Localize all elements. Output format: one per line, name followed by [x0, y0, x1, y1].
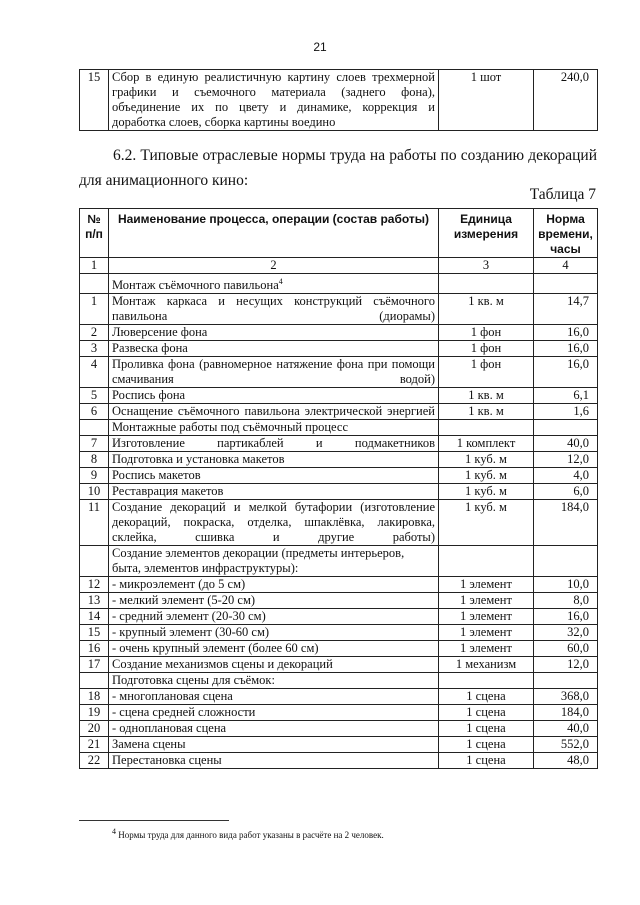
row-norm-text: 368,0	[560, 689, 589, 704]
row-unit	[439, 404, 534, 420]
row-unit	[439, 452, 534, 468]
row-name-text: Роспись макетов	[112, 468, 201, 483]
row-norm	[534, 753, 598, 769]
row-norm	[534, 705, 598, 721]
row-unit	[439, 673, 534, 689]
row-unit	[439, 721, 534, 737]
row-number	[80, 452, 109, 468]
row-unit	[439, 705, 534, 721]
row-norm	[534, 609, 598, 625]
row-number	[80, 737, 109, 753]
row-number-text: 1	[90, 294, 98, 309]
row-unit: 1 шот	[439, 70, 534, 131]
header-num: № п/п	[80, 209, 109, 258]
row-name-text: Подготовка сцены для съёмок:	[112, 673, 275, 688]
row-unit-text: 1 кв. м	[468, 388, 504, 403]
row-number	[80, 753, 109, 769]
row-unit-text: 1 комплект	[456, 436, 516, 451]
table-row	[80, 388, 598, 404]
row-name-text: Замена сцены	[112, 737, 186, 752]
row-unit	[439, 388, 534, 404]
table-row	[80, 436, 598, 452]
row-norm-text: 8,0	[573, 593, 589, 608]
row-norm	[534, 593, 598, 609]
row-norm-text: 184,0	[560, 500, 589, 515]
row-number	[80, 689, 109, 705]
footnote-ref: 4	[278, 277, 283, 286]
row-norm	[534, 641, 598, 657]
row-number-text: 9	[90, 468, 98, 483]
row-norm-text: 16,0	[567, 341, 589, 356]
table-row	[80, 294, 598, 325]
table-row	[80, 657, 598, 673]
row-number	[80, 721, 109, 737]
row-norm	[534, 737, 598, 753]
row-unit-text: 1 элемент	[460, 609, 512, 624]
table-row	[80, 70, 598, 131]
row-number	[80, 357, 109, 388]
row-name	[109, 436, 439, 452]
row-unit-text: 1 сцена	[466, 737, 506, 752]
row-unit	[439, 274, 534, 294]
table-row	[80, 753, 598, 769]
row-name	[109, 593, 439, 609]
row-name	[109, 404, 439, 420]
row-number-text: 8	[90, 452, 98, 467]
row-unit-text: 1 куб. м	[465, 452, 507, 467]
row-name-text: - одноплановая сцена	[112, 721, 227, 736]
row-norm	[534, 468, 598, 484]
row-name	[109, 420, 439, 436]
row-name-text: - крупный элемент (30-60 см)	[112, 625, 270, 640]
table-row	[80, 500, 598, 546]
col-number: 4	[534, 258, 598, 274]
row-name	[109, 625, 439, 641]
row-norm-text: 48,0	[567, 753, 589, 768]
norms-table	[79, 208, 598, 769]
row-norm	[534, 274, 598, 294]
row-unit-text: 1 куб. м	[465, 484, 507, 499]
row-norm-text: 12,0	[567, 452, 589, 467]
table-row	[80, 705, 598, 721]
row-unit	[439, 468, 534, 484]
group-row	[80, 274, 598, 294]
table-body	[80, 274, 598, 769]
row-unit-text: 1 фон	[470, 341, 502, 356]
row-norm	[534, 294, 598, 325]
row-name	[109, 657, 439, 673]
row-number	[80, 673, 109, 689]
table-row	[80, 577, 598, 593]
row-norm	[534, 625, 598, 641]
row-unit	[439, 593, 534, 609]
row-number-text: 13	[87, 593, 101, 608]
row-unit-text: 1 куб. м	[465, 500, 507, 515]
row-unit	[439, 737, 534, 753]
group-row	[80, 673, 598, 689]
row-unit	[439, 436, 534, 452]
row-unit	[439, 500, 534, 546]
table-row	[80, 452, 598, 468]
row-number	[80, 468, 109, 484]
row-number	[80, 404, 109, 420]
row-number	[80, 705, 109, 721]
footnote-divider	[79, 820, 229, 821]
row-norm	[534, 484, 598, 500]
row-name-text: Роспись фона	[112, 388, 186, 403]
row-name	[109, 641, 439, 657]
row-name-text: Создание механизмов сцены и декораций	[112, 657, 333, 672]
row-norm-text: 1,6	[573, 404, 589, 419]
row-unit	[439, 657, 534, 673]
group-row	[80, 546, 598, 577]
row-name-text: Реставрация макетов	[112, 484, 224, 499]
row-number-text: 5	[90, 388, 98, 403]
row-name-text: Изготовление партикаблей и подмакетников	[112, 436, 435, 451]
row-unit-text: 1 фон	[470, 325, 502, 340]
row-name	[109, 388, 439, 404]
header-norm: Норма времени, часы	[534, 209, 598, 258]
row-norm	[534, 341, 598, 357]
row-number-text: 10	[87, 484, 101, 499]
row-unit	[439, 577, 534, 593]
row-norm-text: 32,0	[567, 625, 589, 640]
row-name	[109, 484, 439, 500]
row-norm-text: 6,0	[573, 484, 589, 499]
row-norm	[534, 357, 598, 388]
row-number	[80, 577, 109, 593]
col-number: 1	[80, 258, 109, 274]
row-number-text: 4	[90, 357, 98, 372]
row-name-text: - мелкий элемент (5-20 см)	[112, 593, 256, 608]
row-name	[109, 721, 439, 737]
row-norm-text: 60,0	[567, 641, 589, 656]
row-unit	[439, 357, 534, 388]
row-name	[109, 294, 439, 325]
row-number-text: 17	[87, 657, 101, 672]
row-name	[109, 546, 439, 577]
table-row	[80, 357, 598, 388]
table-row	[80, 484, 598, 500]
row-norm-text: 16,0	[567, 325, 589, 340]
table-row	[80, 689, 598, 705]
row-name-text: Оснащение съёмочного павильона электрической энергией	[112, 404, 435, 419]
page-number: 21	[313, 40, 327, 54]
row-norm-text: 12,0	[567, 657, 589, 672]
row-number	[80, 274, 109, 294]
row-number-text: 14	[87, 609, 101, 624]
continued-table-row	[79, 69, 598, 131]
row-number	[80, 436, 109, 452]
row-name-text: Проливка фона (равномерное натяжение фона при помощи смачивания водой)	[112, 357, 435, 387]
row-name	[109, 609, 439, 625]
row-name-text: Монтаж съёмочного павильона	[112, 278, 279, 293]
row-unit-text: 1 куб. м	[465, 468, 507, 483]
row-number	[80, 420, 109, 436]
table-row	[80, 641, 598, 657]
row-norm-text: 16,0	[567, 357, 589, 372]
row-name	[109, 341, 439, 357]
row-name	[109, 452, 439, 468]
row-norm-text: 10,0	[567, 577, 589, 592]
row-number	[80, 294, 109, 325]
header-unit: Единица измерения	[439, 209, 534, 258]
row-norm-text: 40,0	[567, 436, 589, 451]
row-name	[109, 689, 439, 705]
row-unit	[439, 641, 534, 657]
row-norm-text: 552,0	[560, 737, 589, 752]
row-unit-text: 1 элемент	[460, 625, 512, 640]
row-name-text: Монтаж каркаса и несущих конструкций съёмочного павильона (диорамы)	[112, 294, 435, 324]
row-unit	[439, 341, 534, 357]
row-name	[109, 673, 439, 689]
row-name	[109, 577, 439, 593]
row-name-text: - сцена средней сложности	[112, 705, 256, 720]
col-number: 2	[109, 258, 439, 274]
row-name-text: Перестановка сцены	[112, 753, 222, 768]
row-number	[80, 325, 109, 341]
row-number	[80, 500, 109, 546]
row-number	[80, 641, 109, 657]
row-number-text: 16	[87, 641, 101, 656]
row-name	[109, 705, 439, 721]
row-norm: 240,0	[534, 70, 598, 131]
row-name	[109, 753, 439, 769]
row-name-text: - средний элемент (20-30 см)	[112, 609, 266, 624]
header-name: Наименование процесса, операции (состав работы)	[109, 209, 439, 258]
row-number	[80, 609, 109, 625]
row-unit	[439, 420, 534, 436]
section-title: 6.2. Типовые отраслевые нормы труда на работы по созданию декораций для анимационного кино:	[79, 147, 597, 189]
row-norm	[534, 404, 598, 420]
row-name	[109, 500, 439, 546]
row-unit	[439, 609, 534, 625]
row-norm	[534, 436, 598, 452]
row-norm	[534, 388, 598, 404]
row-unit-text: 1 элемент	[460, 577, 512, 592]
row-name-text: - очень крупный элемент (более 60 см)	[112, 641, 319, 656]
table-row	[80, 341, 598, 357]
row-norm	[534, 325, 598, 341]
row-norm	[534, 420, 598, 436]
row-norm-text: 16,0	[567, 609, 589, 624]
row-unit	[439, 294, 534, 325]
row-unit-text: 1 сцена	[466, 705, 506, 720]
row-norm	[534, 577, 598, 593]
row-unit-text: 1 сцена	[466, 721, 506, 736]
row-name	[109, 274, 439, 294]
table-row	[80, 625, 598, 641]
row-number-text: 20	[87, 721, 101, 736]
footnote-text: Нормы труда для данного вида работ указаны в расчёте на 2 человек.	[118, 830, 384, 840]
row-number-text: 7	[90, 436, 98, 451]
row-name-text: Развеска фона	[112, 341, 188, 356]
row-name-text: Подготовка и установка макетов	[112, 452, 285, 467]
row-norm	[534, 657, 598, 673]
row-name	[109, 468, 439, 484]
row-number	[80, 625, 109, 641]
row-name-text: Создание элементов декорации (предметы интерьеров, быта, элементов инфраструктуры):	[112, 546, 405, 576]
row-name-text: Люверсение фона	[112, 325, 208, 340]
row-number-text: 12	[87, 577, 101, 592]
row-unit-text: 1 элемент	[460, 641, 512, 656]
row-number-text: 3	[90, 341, 98, 356]
table-row	[80, 325, 598, 341]
row-name-text: - многоплановая сцена	[112, 689, 233, 704]
row-norm-text: 184,0	[560, 705, 589, 720]
col-number: 3	[439, 258, 534, 274]
row-number-text: 6	[90, 404, 98, 419]
row-norm-text: 6,1	[573, 388, 589, 403]
row-unit	[439, 689, 534, 705]
row-unit-text: 1 сцена	[466, 753, 506, 768]
row-unit-text: 1 фон	[470, 357, 502, 372]
row-number-text: 2	[90, 325, 98, 340]
table-label: Таблица 7	[529, 186, 596, 203]
row-name-text: Создание декораций и мелкой бутафории (изготовление декораций, покраска, отделка, шпаклёвка, лакировка, склейка, сшивка и другие работы)	[112, 500, 435, 545]
row-unit-text: 1 сцена	[466, 689, 506, 704]
row-number	[80, 341, 109, 357]
row-name: Сбор в единую реалистичную картину слоев трехмерной графики и съемочного материала (заднего фона), объединение их по цвету и динамике, коррекция и доработка слоев, сборка картины воедино	[109, 70, 439, 131]
row-name	[109, 357, 439, 388]
footnote	[112, 827, 384, 840]
row-unit-text: 1 кв. м	[468, 404, 504, 419]
row-number	[80, 546, 109, 577]
row-unit	[439, 325, 534, 341]
row-number	[80, 388, 109, 404]
row-unit	[439, 484, 534, 500]
table-row	[80, 404, 598, 420]
footnote-mark: 4	[112, 827, 116, 836]
table-row	[80, 721, 598, 737]
table-row	[80, 468, 598, 484]
column-number-row	[80, 258, 598, 274]
row-number-text: 22	[87, 753, 101, 768]
row-norm	[534, 689, 598, 705]
row-name-text: Монтажные работы под съёмочный процесс	[112, 420, 349, 435]
row-number	[80, 484, 109, 500]
row-number-text: 19	[87, 705, 101, 720]
row-number-text: 15	[87, 625, 101, 640]
header-row	[80, 209, 598, 258]
row-number	[80, 657, 109, 673]
row-norm	[534, 546, 598, 577]
table-row	[80, 609, 598, 625]
row-unit-text: 1 механизм	[455, 657, 517, 672]
row-norm-text: 40,0	[567, 721, 589, 736]
row-unit	[439, 625, 534, 641]
row-unit-text: 1 элемент	[460, 593, 512, 608]
row-number: 15	[80, 70, 109, 131]
row-name	[109, 325, 439, 341]
row-name	[109, 737, 439, 753]
row-unit-text: 1 кв. м	[468, 294, 504, 309]
row-unit	[439, 546, 534, 577]
table-row	[80, 593, 598, 609]
row-norm-text: 14,7	[567, 294, 589, 309]
row-norm	[534, 673, 598, 689]
row-number-text: 21	[87, 737, 101, 752]
row-norm-text: 4,0	[573, 468, 589, 483]
group-row	[80, 420, 598, 436]
row-norm	[534, 500, 598, 546]
row-unit	[439, 753, 534, 769]
row-number	[80, 593, 109, 609]
row-name-text: - микроэлемент (до 5 см)	[112, 577, 246, 592]
row-number-text: 11	[87, 500, 101, 515]
row-norm	[534, 452, 598, 468]
row-norm	[534, 721, 598, 737]
row-number-text: 18	[87, 689, 101, 704]
table-row	[80, 737, 598, 753]
